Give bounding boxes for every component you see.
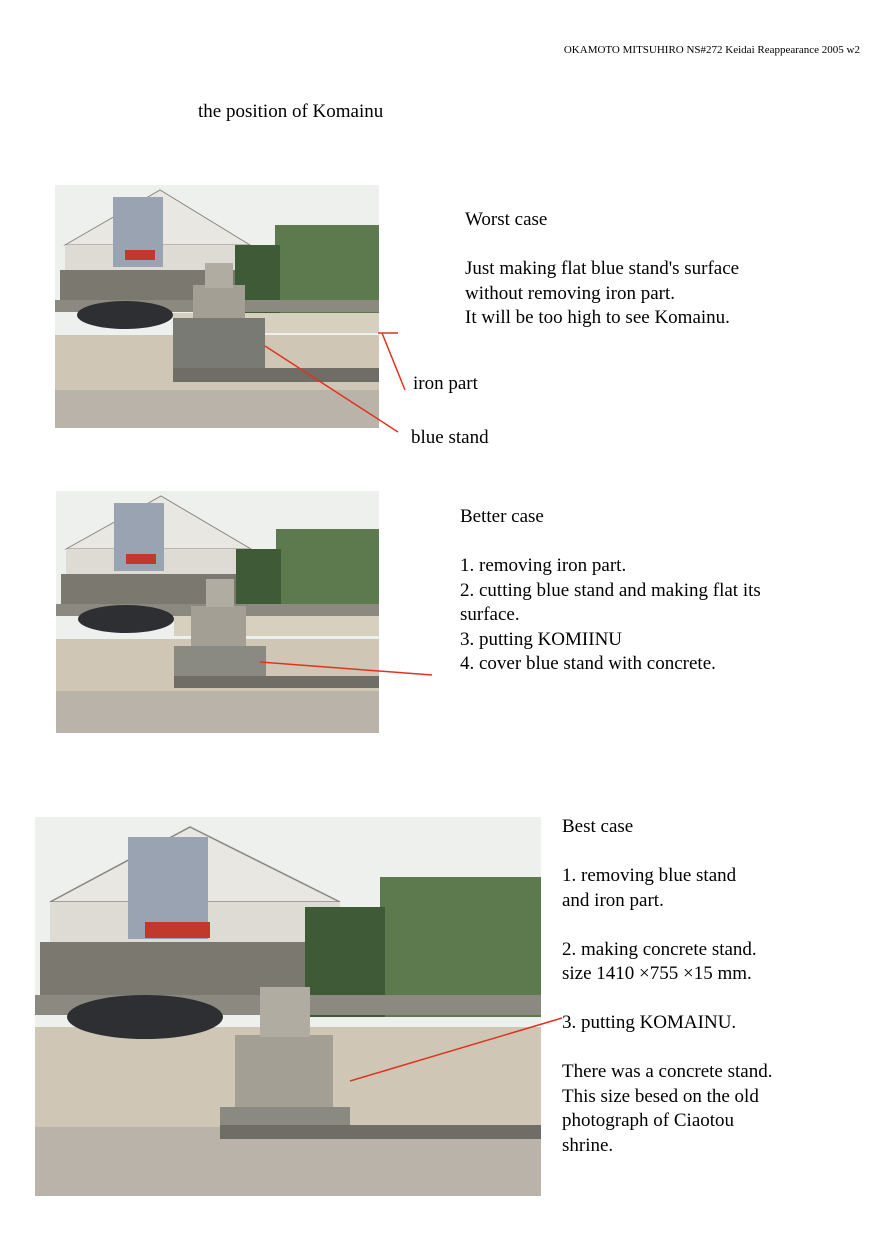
better-case-line: 4. cover blue stand with concrete. [460,653,716,674]
best-case-line: 1. removing blue stand [562,865,737,886]
better-case-line: 1. removing iron part. [460,555,627,576]
iron-part-label: iron part [413,373,478,394]
iron-part-arrow [382,333,405,390]
better-case-line: 2. cutting blue stand and making flat its [460,579,761,601]
best-case-line: There was a concrete stand. [562,1061,773,1082]
blue-stand-arrow [265,346,398,432]
best-case-line: photograph of Ciaotou [562,1110,735,1131]
better-case-line: 3. putting KOMIINU [460,628,623,650]
best-case-arrow [350,1018,562,1081]
better-case-heading: Better case [460,506,544,527]
worst-case-heading: Worst case [465,209,548,230]
best-case-line: size 1410 ×755 ×15 mm. [562,963,752,984]
worst-case-line: Just making flat blue stand's surface [465,258,740,279]
better-case-line: surface. [460,604,520,625]
worst-case-line: without removing iron part. [465,282,676,304]
document-header: OKAMOTO MITSUHIRO NS#272 Keidai Reappearance 2005 w2 [563,44,860,56]
blue-stand-label: blue stand [411,427,489,448]
page-title: the position of Komainu [198,101,384,122]
best-case-heading: Best case [562,816,634,837]
worst-case-line: It will be too high to see Komainu. [465,307,730,328]
best-case-line: and iron part. [562,889,664,911]
best-case-line: shrine. [562,1134,614,1156]
best-case-line: 3. putting KOMAINU. [562,1012,737,1033]
better-case-arrow [260,662,432,675]
best-case-line: This size besed on the old [562,1085,759,1107]
best-case-line: 2. making concrete stand. [562,938,757,960]
